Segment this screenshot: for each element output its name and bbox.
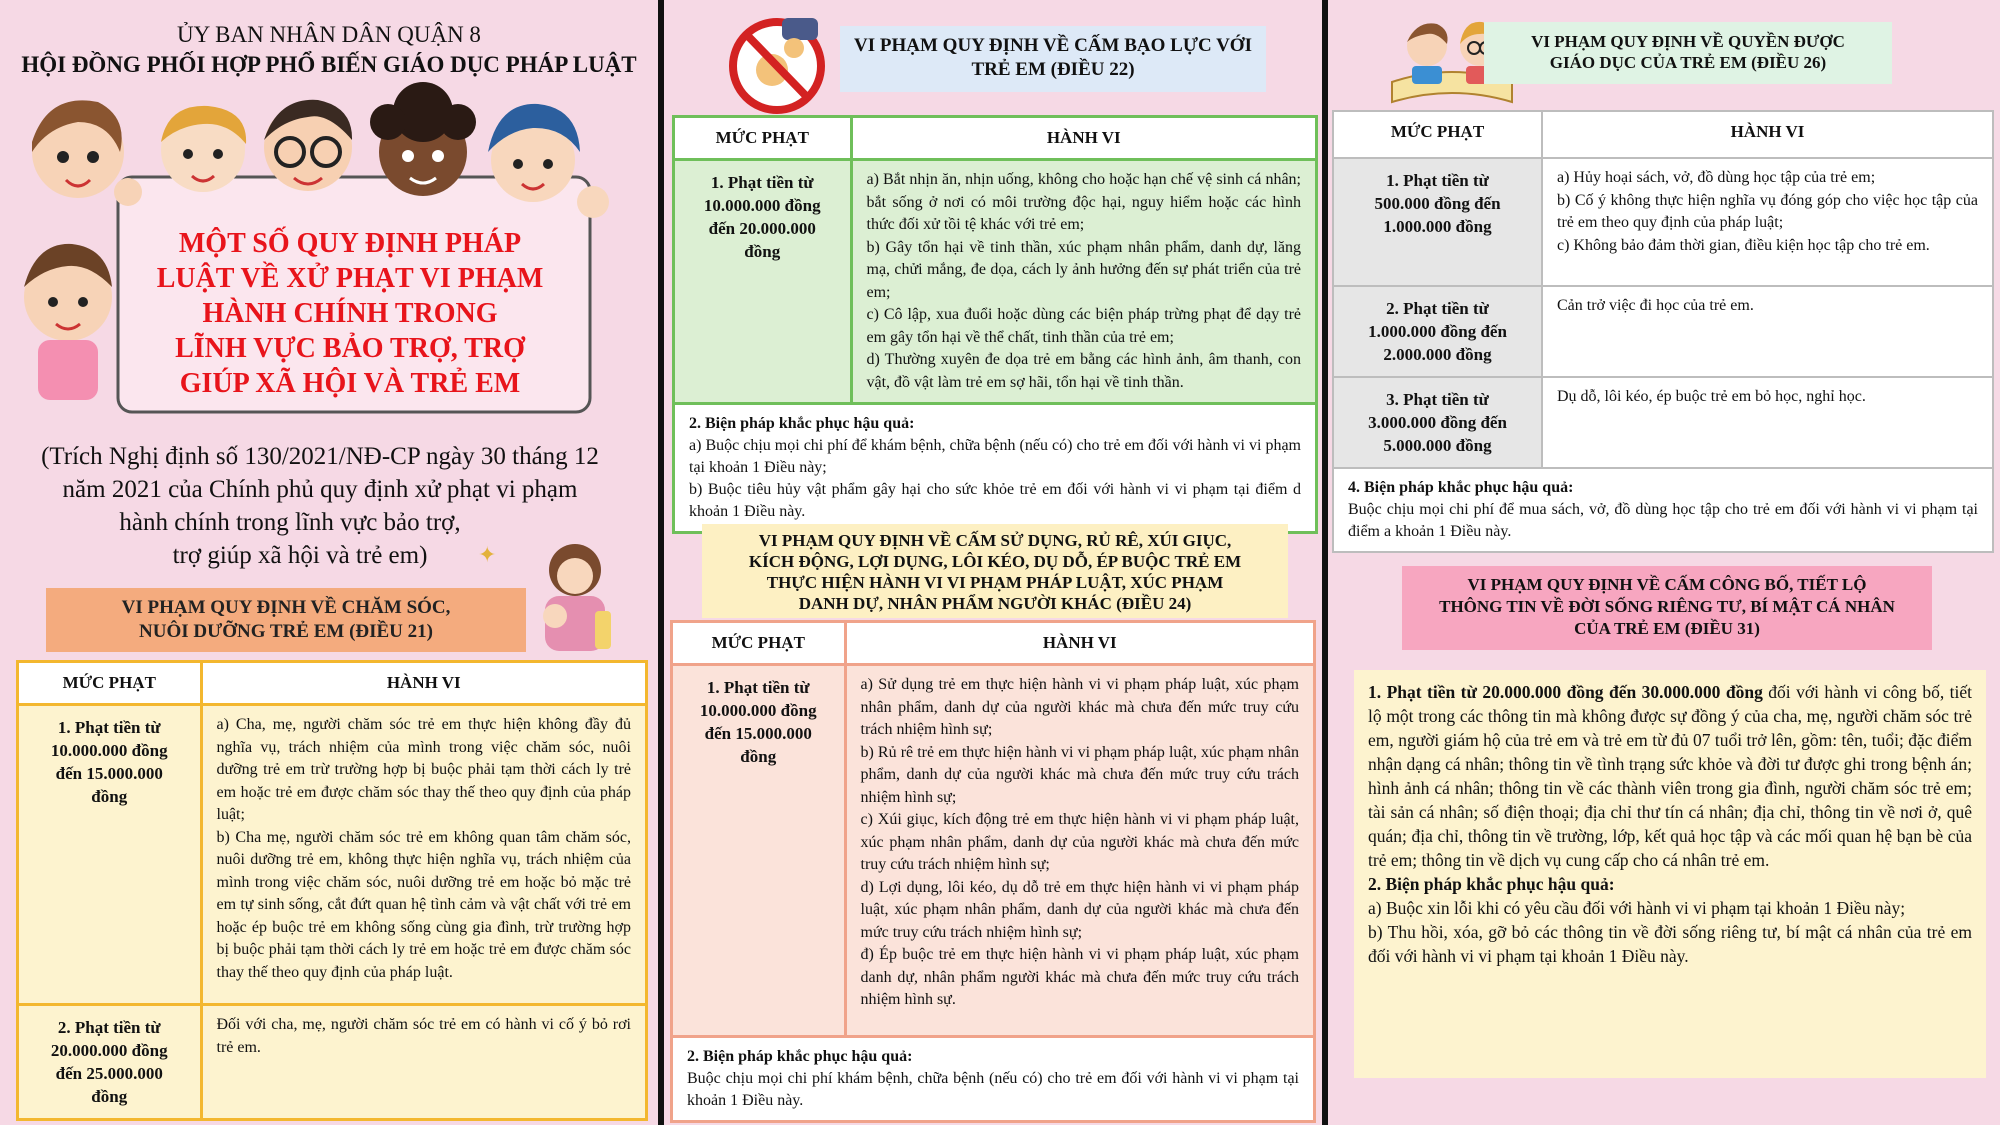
penalty-line: 2.000.000 đồng xyxy=(1383,345,1492,364)
table-dieu-21 xyxy=(16,660,648,1121)
penalty-line: đến 25.000.000 xyxy=(55,1064,163,1083)
table-header xyxy=(1334,112,1992,158)
no-violence-icon xyxy=(722,8,832,116)
act-cell xyxy=(201,705,645,1005)
penalty-line: 3. Phạt tiền từ xyxy=(1386,390,1489,409)
table-dieu-26 xyxy=(1332,110,1994,553)
main-title-line: LĨNH VỰC BẢO TRỢ, TRỢ xyxy=(175,333,525,364)
penalty-text: đối với hành vi công bố, tiết lộ một trong các thông tin mà không được sự đồng ý của cha, mẹ, người chăm sóc trẻ em, người giám hộ của trẻ em và trẻ em từ đủ 07 tuổi trở lên, gồm: tên, tuổi; đặc điểm nhận dạng cá nhân; thông tin về tình trạng sức khỏe và đời tư được ghi trong bệnh án; hình ảnh cá nhân; thông tin về các thành viên trong gia đình, người chăm sóc trẻ em; tài sản cá nhân; số điện thoại; địa chỉ thư tín cá nhân; địa chỉ, thông tin về nơi ở, quê quán; địa chỉ, thông tin về trường, lớp, kết quả học tập và các mối quan hệ bạn bè của trẻ em; thông tin về dịch vụ cung cấp cho cá nhân trẻ em. xyxy=(1368,682,1973,870)
table-header xyxy=(675,118,1315,160)
penalty-line: đồng xyxy=(91,787,128,806)
penalty-line: 500.000 đồng đến xyxy=(1374,194,1501,213)
remedy-cell xyxy=(675,404,1315,532)
banner-line: NUÔI DƯỠNG TRẺ EM (ĐIỀU 21) xyxy=(139,621,433,642)
remedy-item: a) Buộc xin lỗi khi có yêu cầu đối với hành vi vi phạm tại khoản 1 Điều này; xyxy=(1368,898,1906,918)
main-title xyxy=(120,226,580,401)
penalty-line: đến 15.000.000 xyxy=(55,764,163,783)
panel-middle xyxy=(664,0,1322,1125)
act-item: d) Lợi dụng, lôi kéo, dụ dỗ trẻ em thực hiện hành vi vi phạm pháp luật, xúc phạm nhân phẩm, danh dự của người khác mà chưa đến mức truy cứu trách nhiệm hình sự; xyxy=(860,878,1299,941)
penalty-line: 10.000.000 đồng xyxy=(699,701,817,720)
col-penalty: MỨC PHẠT xyxy=(675,118,851,160)
table-dieu-22 xyxy=(672,115,1318,534)
banner-line: DANH DỰ, NHÂN PHẨM NGƯỜI KHÁC (ĐIỀU 24) xyxy=(798,594,1192,613)
penalty-line: 1. Phạt tiền từ xyxy=(710,173,814,192)
penalty-line: đồng xyxy=(744,242,781,261)
banner-line: VI PHẠM QUY ĐỊNH VỀ CẤM BẠO LỰC VỚI xyxy=(854,35,1252,56)
table-header xyxy=(673,623,1313,665)
banner-line: VI PHẠM QUY ĐỊNH VỀ CHĂM SÓC, xyxy=(121,597,451,618)
remedy-item: Buộc chịu mọi chi phí khám bệnh, chữa bệnh (nếu có) cho trẻ em đối với hành vi vi phạm tại khoản 1 Điều này. xyxy=(687,1070,1299,1109)
act-item: đ) Ép buộc trẻ em thực hiện hành vi vi phạm pháp luật, xúc phạm danh dự, nhân phẩm người khác mà chưa đến mức truy cứu trách nhiệm hình sự. xyxy=(860,946,1299,1008)
table-row xyxy=(19,1005,645,1119)
text-box-dieu-31 xyxy=(1354,670,1986,1078)
penalty-line: 1. Phạt tiền từ xyxy=(706,678,810,697)
penalty-line: 1. Phạt tiền từ xyxy=(57,718,161,737)
act-cell xyxy=(845,665,1313,1037)
sparkle-icon: ✦ xyxy=(478,542,497,567)
subtitle-line: (Trích Nghị định số 130/2021/NĐ-CP ngày 30 tháng 12 xyxy=(41,443,599,470)
main-title-line: HÀNH CHÍNH TRONG xyxy=(202,298,498,329)
col-act: HÀNH VI xyxy=(851,118,1315,160)
act-item: a) Hủy hoại sách, vở, đồ dùng học tập của trẻ em; xyxy=(1557,169,1876,186)
act-item: c) Không bảo đảm thời gian, điều kiện học tập cho trẻ em. xyxy=(1557,236,1930,254)
subtitle-line: năm 2021 của Chính phủ quy định xử phạt vi phạm xyxy=(62,476,578,503)
penalty-line: 1.000.000 đồng đến xyxy=(1368,322,1507,341)
penalty-cell xyxy=(673,665,845,1037)
subtitle-line: hành chính trong lĩnh vực bảo trợ, xyxy=(119,509,461,536)
mother-child-icon xyxy=(520,536,630,656)
col-act: HÀNH VI xyxy=(1542,112,1992,158)
penalty-bold: 1. Phạt tiền từ 20.000.000 đồng đến 30.000.000 đồng xyxy=(1368,682,1763,702)
table-row xyxy=(1334,286,1992,377)
penalty-line: 3.000.000 đồng đến xyxy=(1368,413,1507,432)
remedy-row xyxy=(1334,468,1992,551)
banner-line: GIÁO DỤC CỦA TRẺ EM (ĐIỀU 26) xyxy=(1549,53,1827,72)
remedy-title: 2. Biện pháp khắc phục hậu quả: xyxy=(1368,874,1615,894)
remedy-row xyxy=(675,404,1315,532)
banner-line: VI PHẠM QUY ĐỊNH VỀ CẤM CÔNG BỐ, TIẾT LỘ xyxy=(1467,575,1867,594)
penalty-line: đến 15.000.000 xyxy=(704,724,812,743)
section-banner-dieu-22 xyxy=(840,26,1266,92)
section-banner-dieu-26 xyxy=(1484,22,1892,84)
remedy-title: 2. Biện pháp khắc phục hậu quả: xyxy=(687,1048,913,1065)
remedy-cell xyxy=(673,1037,1313,1121)
paragraph-1 xyxy=(1368,680,1972,872)
penalty-line: đồng xyxy=(91,1087,128,1106)
act-cell xyxy=(1542,158,1992,286)
remedy-row xyxy=(673,1037,1313,1121)
act-item: Đối với cha, mẹ, người chăm sóc trẻ em có hành vi cố ý bỏ rơi trẻ em. xyxy=(216,1016,631,1056)
table-row xyxy=(1334,158,1992,286)
banner-line: VI PHẠM QUY ĐỊNH VỀ CẤM SỬ DỤNG, RỦ RÊ, XÚI GIỤC, xyxy=(758,531,1232,550)
act-cell xyxy=(201,1005,645,1119)
table-header xyxy=(19,663,645,705)
penalty-cell xyxy=(19,1005,201,1119)
banner-line: CỦA TRẺ EM (ĐIỀU 31) xyxy=(1574,619,1760,638)
penalty-cell xyxy=(1334,286,1542,377)
penalty-line: đến 20.000.000 xyxy=(708,219,816,238)
act-item: b) Gây tổn hại về tinh thần, xúc phạm nhân phẩm, danh dự, lăng mạ, chửi mắng, đe dọa, cách ly ảnh hưởng đến sự phát triển của trẻ em; xyxy=(866,238,1301,301)
banner-line: VI PHẠM QUY ĐỊNH VỀ QUYỀN ĐƯỢC xyxy=(1531,32,1845,51)
penalty-line: 20.000.000 đồng xyxy=(50,1041,168,1060)
penalty-line: 10.000.000 đồng xyxy=(50,741,168,760)
remedy-title: 2. Biện pháp khắc phục hậu quả: xyxy=(689,415,915,432)
main-title-line: MỘT SỐ QUY ĐỊNH PHÁP xyxy=(178,228,522,259)
remedy-cell xyxy=(1334,468,1992,551)
penalty-cell xyxy=(675,160,851,404)
act-item: Cản trở việc đi học của trẻ em. xyxy=(1557,297,1754,314)
remedy-item: b) Buộc tiêu hủy vật phẩm gây hại cho sức khỏe trẻ em đối với hành vi vi phạm tại điểm d khoản 1 Điều này. xyxy=(689,481,1301,520)
penalty-line: 1.000.000 đồng xyxy=(1383,217,1492,236)
penalty-line: 2. Phạt tiền từ xyxy=(57,1018,161,1037)
panel-right xyxy=(1328,0,2000,1125)
section-banner-dieu-31 xyxy=(1402,566,1932,650)
act-item: a) Bắt nhịn ăn, nhịn uống, không cho hoặc hạn chế vệ sinh cá nhân; bắt sống ở nơi có môi trường độc hại, nguy hiểm hoặc các hình thức đối xử tồi tệ khác với trẻ em; xyxy=(866,171,1301,233)
panel-left xyxy=(0,0,658,1125)
org-name-2: HỘI ĐỒNG PHỐI HỢP PHỔ BIẾN GIÁO DỤC PHÁP LUẬT xyxy=(21,52,637,77)
act-item: b) Cố ý không thực hiện nghĩa vụ đóng góp cho việc học tập của trẻ em theo quy định của pháp luật; xyxy=(1557,191,1978,231)
table-row xyxy=(673,665,1313,1037)
banner-line: THỰC HIỆN HÀNH VI VI PHẠM PHÁP LUẬT, XÚC PHẠM xyxy=(766,573,1224,592)
act-item: c) Cô lập, xua đuổi hoặc dùng các biện pháp trừng phạt để dạy trẻ em gây tổn hại về thể chất, tinh thần của trẻ em; xyxy=(866,306,1301,346)
col-act: HÀNH VI xyxy=(201,663,645,705)
act-item: d) Thường xuyên đe dọa trẻ em bằng các hình ảnh, âm thanh, con vật, đồ vật làm trẻ em sợ hãi, tổn hại về tinh thần. xyxy=(866,351,1301,391)
penalty-cell xyxy=(1334,158,1542,286)
banner-line: KÍCH ĐỘNG, LỢI DỤNG, LÔI KÉO, DỤ DỖ, ÉP BUỘC TRẺ EM xyxy=(748,552,1242,571)
act-cell xyxy=(1542,286,1992,377)
act-item: b) Rủ rê trẻ em thực hiện hành vi vi phạm pháp luật, xúc phạm nhân phẩm, danh dự của người khác mà chưa đến mức truy cứu trách nhiệm hình sự; xyxy=(860,743,1299,806)
act-item: b) Cha mẹ, người chăm sóc trẻ em không quan tâm chăm sóc, nuôi dưỡng trẻ em, không thực hiện nghĩa vụ, trách nhiệm của mình trong việc chăm sóc, nuôi dưỡng trẻ em hoặc bỏ mặc trẻ em tự sinh sống, cắt đứt quan hệ tình cảm và vật chất với trẻ em hoặc ép buộc trẻ em không sống cùng gia đình, trừ trường hợp bị buộc phải tạm thời cách ly trẻ em hoặc trẻ em được chăm sóc thay thế theo quy định của pháp luật. xyxy=(216,828,631,981)
act-item: a) Cha, mẹ, người chăm sóc trẻ em thực hiện không đầy đủ nghĩa vụ, trách nhiệm của mình trong việc chăm sóc, nuôi dưỡng trẻ em trừ trường hợp bị buộc phải tạm thời cách ly trẻ em hoặc trẻ em được chăm sóc thay thế theo quy định của pháp luật; xyxy=(216,716,631,823)
main-title-line: GIÚP XÃ HỘI VÀ TRẺ EM xyxy=(179,368,521,399)
table-row xyxy=(675,160,1315,404)
remedy-item: b) Thu hồi, xóa, gỡ bỏ các thông tin về đời sống riêng tư, bí mật cá nhân của trẻ em đối với hành vi vi phạm tại khoản 1 Điều này. xyxy=(1368,922,1972,966)
act-cell xyxy=(1542,377,1992,468)
main-title-line: LUẬT VỀ XỬ PHẠT VI PHẠM xyxy=(156,263,544,294)
act-cell xyxy=(851,160,1315,404)
subtitle-line: trợ giúp xã hội và trẻ em) xyxy=(172,542,428,569)
table-row xyxy=(1334,377,1992,468)
org-name-1: ỦY BAN NHÂN DÂN QUẬN 8 xyxy=(177,22,481,47)
banner-line: THÔNG TIN VỀ ĐỜI SỐNG RIÊNG TƯ, BÍ MẬT CÁ NHÂN xyxy=(1439,597,1895,616)
penalty-cell xyxy=(1334,377,1542,468)
col-penalty: MỨC PHẠT xyxy=(673,623,845,665)
table-dieu-24 xyxy=(670,620,1316,1123)
banner-line: TRẺ EM (ĐIỀU 22) xyxy=(971,59,1135,80)
section-banner-dieu-21 xyxy=(46,588,526,652)
penalty-line: 10.000.000 đồng xyxy=(703,196,821,215)
table-row xyxy=(19,705,645,1005)
remedy-item: a) Buộc chịu mọi chi phí để khám bệnh, chữa bệnh (nếu có) cho trẻ em đối với hành vi vi phạm tại khoản 1 Điều này; xyxy=(689,437,1301,476)
penalty-line: 2. Phạt tiền từ xyxy=(1386,299,1489,318)
remedy-item: Buộc chịu mọi chi phí để mua sách, vở, đồ dùng học tập cho trẻ em đối với hành vi vi phạm tại điểm a khoản 1 Điều này. xyxy=(1348,501,1978,540)
act-item: a) Sử dụng trẻ em thực hiện hành vi vi phạm pháp luật, xúc phạm nhân phẩm, danh dự của người khác mà chưa đến mức truy cứu trách nhiệm hình sự; xyxy=(860,676,1299,738)
penalty-line: 1. Phạt tiền từ xyxy=(1386,171,1489,190)
act-item: Dụ dỗ, lôi kéo, ép buộc trẻ em bỏ học, nghỉ học. xyxy=(1557,388,1866,405)
penalty-line: 5.000.000 đồng xyxy=(1383,436,1492,455)
col-act: HÀNH VI xyxy=(845,623,1313,665)
penalty-line: đồng xyxy=(740,747,777,766)
section-banner-dieu-24 xyxy=(702,524,1288,618)
act-item: c) Xúi giục, kích động trẻ em thực hiện hành vi vi phạm pháp luật, xúc phạm nhân phẩm, danh dự của người khác mà chưa đến mức truy cứu trách nhiệm hình sự; xyxy=(860,811,1299,873)
col-penalty: MỨC PHẠT xyxy=(1334,112,1542,158)
penalty-cell xyxy=(19,705,201,1005)
remedy-title: 4. Biện pháp khắc phục hậu quả: xyxy=(1348,479,1574,496)
col-penalty: MỨC PHẠT xyxy=(19,663,201,705)
